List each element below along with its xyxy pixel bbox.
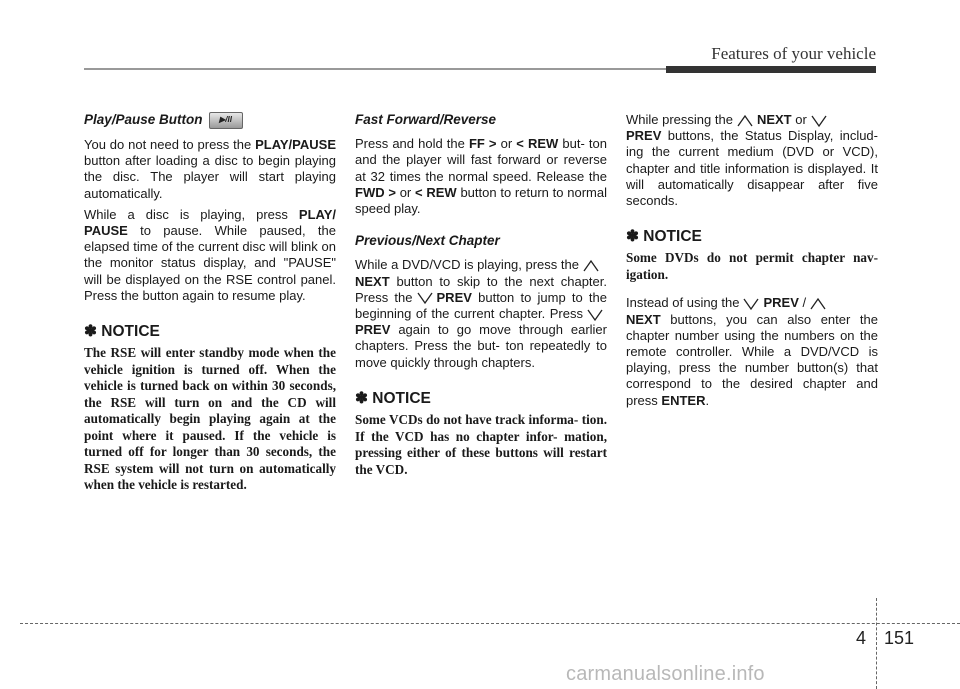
fast-forward-heading: Fast Forward/Reverse (355, 112, 497, 127)
footer-divider (876, 598, 877, 689)
notice-body-3: Some DVDs do not permit chapter nav- igation. (626, 250, 878, 282)
play-pause-heading-text: Play/Pause Button (84, 112, 203, 128)
play-paragraph-1: You do not need to press the PLAY/PAUSE button after loading a disc to begin playing the disc. The player will start playing automatically. (84, 137, 336, 201)
prev-next-heading: Previous/Next Chapter (355, 233, 500, 249)
notice-title-2: ✽ NOTICE (355, 389, 431, 407)
column-3 (626, 112, 878, 414)
notice-body-2: Some VCDs do not have track informa- tion. If the VCD has no chapter infor- mation, pressing either of these buttons will restart the VCD. (355, 412, 607, 477)
chevron-up-icon (809, 297, 827, 311)
chevron-down-icon (586, 308, 604, 322)
chapter-number-paragraph: Instead of using the PREV / NEXT buttons, you can also enter the chapter number using the numbers on the remote controller. While a DVD/VCD is playing, press the number button(s) that correspond to the desired chapter and press ENTER. (626, 295, 878, 408)
status-paragraph: While pressing the NEXT or PREV buttons, the Status Display, includ- ing the current medium (DVD or VCD), chapter and title information is displayed. It will automatically disappear after five seconds. (626, 112, 878, 209)
play-pause-button-icon: ▶/II (209, 112, 243, 129)
watermark: carmanualsonline.info (566, 663, 765, 685)
page-number: 151 (884, 628, 915, 648)
chevron-up-icon (582, 259, 600, 273)
play-paragraph-2: While a disc is playing, press PLAY/ PAUSE to pause. While paused, the elapsed time of the current disc will blink on the monitor status display, and "PAUSE" will be displayed on the RSE control panel. Press the button again to resume play. (84, 206, 336, 303)
notice-title-1: ✽ NOTICE (84, 323, 160, 341)
header-title: Features of your vehicle (711, 44, 876, 63)
prev-next-paragraph: While a DVD/VCD is playing, press the NEXT button to skip to the next chapter. Press the PREV button to jump to the beginning of the current chapter. Press PREV again to go move through earlier chapters. Press the but- ton repeatedly to move quickly through chapters. (355, 257, 607, 370)
footer-rule (20, 623, 960, 624)
ff-paragraph: Press and hold the FF > or < REW but- ton and the player will fast forward or reverse at 32 times the normal speed. Release the FWD > or < REW button to return to normal speed play. (355, 136, 607, 217)
chevron-down-icon (416, 291, 434, 305)
column-2 (355, 112, 607, 478)
notice-body-1: The RSE will enter standby mode when the vehicle ignition is turned off. When the vehicle is turned back on within 30 seconds, the RSE will turn on and the CD will automatically begin playing again at the point where it paused. If the vehicle is turned off for longer than 30 seconds, the RSE system will not turn on automatically when the vehicle is restarted. (84, 345, 336, 493)
chevron-down-icon (810, 114, 828, 128)
chevron-down-icon (742, 297, 760, 311)
chapter-number: 4 (856, 628, 867, 648)
chevron-up-icon (736, 114, 754, 128)
play-pause-heading (84, 112, 336, 129)
notice-title-3: ✽ NOTICE (626, 228, 702, 246)
column-1 (84, 112, 336, 494)
header-rule-accent (666, 66, 876, 73)
